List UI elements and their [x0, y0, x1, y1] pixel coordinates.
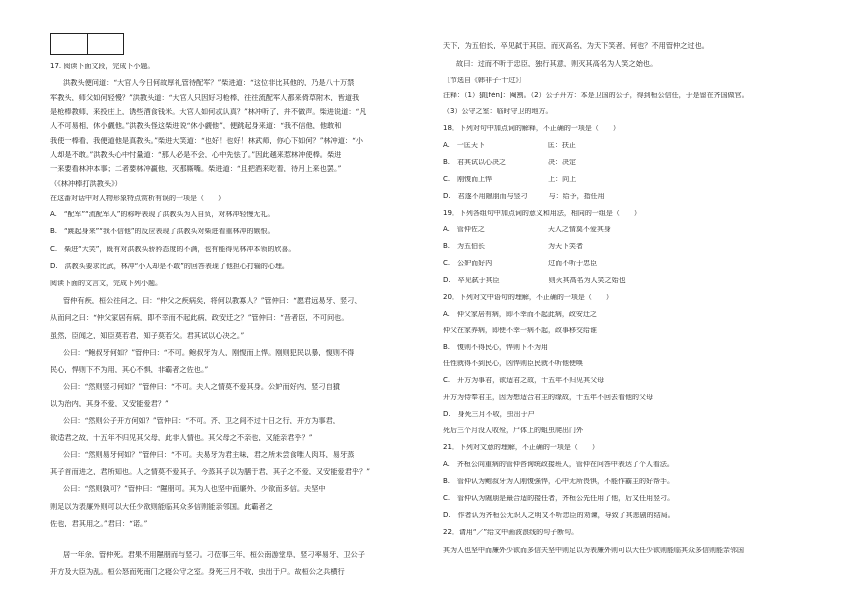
- left-text-line: 公曰：“然则易牙何如？”管仲曰：“不可。夫易牙为君主味，君之所未尝食唯人肉耳，易牙蒸: [63, 451, 355, 459]
- right-text-line: D. 卒见弑于其臣 则灭其高名为人笑之始也: [443, 277, 626, 284]
- right-column: [443, 0, 818, 608]
- left-text-line: 公曰：“然则竖刁何如？”管仲曰：“不可。夫人之情莫不爱其身。公妒而好内，竖刁自獖: [63, 383, 340, 391]
- right-text-line: 仲父在家养病，即使不幸一病不起，政事移交给谁: [443, 327, 597, 334]
- right-text-line: 20．下列对文中语句的理解，不正确的一项是（ ）: [443, 294, 613, 301]
- right-text-line: 注释：（1）獖[fèn]：阉割。（2）公子开方：本是卫国的公子，得到桓公信任，于是留在齐国做官。: [443, 92, 749, 99]
- left-text-line: 是枪棒教师，来投庄上，诱些酒食钱米。大官人如何忒认真？”林冲听了，并不做声。柴进说道：“凡: [50, 108, 367, 116]
- right-text-line: 18．下列对句中加点词的解释，不正确的一项是（ ）: [443, 125, 620, 132]
- left-text-line: 佐也，君其用之。”君曰：“诺。”: [50, 520, 148, 528]
- right-text-line: B. 君其试以心决之 决：决定: [443, 159, 577, 166]
- right-text-line: A. 一匡天下 匡：扶正: [443, 142, 576, 149]
- right-text-line: 死后三个月没人收殓，尸体上的蛆虫爬出门外: [443, 427, 583, 434]
- right-text-line: A. 仲父家居有病，即不幸而不起此病，政安迁之: [443, 311, 597, 318]
- left-text-line: 公曰：“然则公子开方何如？”管仲曰：“不可。齐、卫之间不过十日之行，开方为事君，: [63, 417, 340, 425]
- left-text-line: 开方及大臣为乱。桓公怒而死南门之寝公守之室。身死三月不收，虫出于户。故桓公之兵横行: [50, 568, 345, 576]
- right-text-line: 〔节选自《韩非子·十过》〕: [443, 77, 526, 84]
- left-text-line: 以为治内，其身不爱，又安能爱君？”: [50, 400, 169, 408]
- left-text-line: 公曰：“然则孰可？”管仲曰：“隰朋可。其为人也坚中而廉外，少欲而多信。夫坚中: [63, 485, 326, 493]
- left-text-line: B. “跳起身来”“我不信他”的反应表现了洪教头对柴进看重林冲的嫉恨。: [50, 228, 275, 235]
- right-text-line: D. 作者认为齐桓公无识人之明又不听忠臣的劝谏，导致了其悲剧的结局。: [443, 512, 675, 519]
- left-text-line: 欲适君之故，十五年不归见其父母，此非人情也。其父母之不亲也，又能亲君乎？”: [50, 434, 313, 442]
- right-text-line: 任性就得不到民心，凶悍则臣民就不听他使唤: [443, 360, 583, 367]
- left-text-line: 阅读下面的文言文，完成下列小题。: [50, 280, 162, 287]
- left-text-line: 人不可易相，休小觑他。”洪教头怪这柴进说“休小觑他”，便跳起身来道：“我不信他，他敢和: [50, 122, 342, 130]
- left-text-line: D. 洪教头要求比武，林冲“小人却是不敢”的回答表现了他担心打输的心理。: [50, 263, 289, 270]
- left-text-line: 17. 阅读下面文段，完成下小题。: [50, 63, 155, 70]
- right-text-line: C. 开方为事君，欲适君之故，十五年不归见其父母: [443, 377, 605, 384]
- right-text-line: A. 齐桓公向重病的管仲咨询统政接班人，管仲在问答中表达了个人看法。: [443, 461, 674, 468]
- left-text-line: 虽然，臣闻之，知臣莫若君，知子莫若父。君其试以心决之。”: [50, 332, 245, 340]
- left-text-line: 洪教头便问道：“大官人今日何故厚礼管待配军？”柴进道：“这位非比其他的，乃是八十万禁: [63, 79, 355, 87]
- left-text-line: 居一年余，管仲死。君果不用隰朋而与竖刁。刁莅事三年，桓公南游堂阜，竖刁率易牙、卫公子: [63, 551, 365, 559]
- right-text-line: 天下，为五伯长，卒见弑于其臣，而灭高名，为天下笑者，何也？不用管仲之过也。: [443, 42, 709, 50]
- left-text-line: C. 柴进“大笑”，既有对洪教头骄矜态度的不满，也有能得见林冲本领的欣喜。: [50, 246, 296, 253]
- left-text-line: A. “配军”“流配军人”的称呼表现了洪教头为人自负，对林冲轻慢无礼。: [50, 211, 275, 218]
- left-text-line: （《林冲棒打洪教头》）: [50, 180, 122, 188]
- right-text-line: （3）公守之室：临时守卫的地方。: [443, 108, 553, 115]
- right-text-line: C. 刚愎而上悍 上：向上: [443, 176, 577, 183]
- left-text-line: 公曰：“鲍叔牙何如？”管仲曰：“不可。鲍叔牙为人，刚愎而上悍。刚则犯民以暴，愎则不得: [63, 349, 355, 357]
- right-text-line: B. 管仲认为鲍叔牙为人刚愎强悍，心中无所畏惧，不能作霸主的好帮手。: [443, 478, 675, 485]
- right-text-line: 故曰：过而不听于忠臣，独行其意，则灭其高名为人笑之始也。: [456, 60, 658, 68]
- left-text-line: 人却是不敢。”洪教头心中忖量道：“那人必是不会，心中先怯了。”因此越来惹林冲使棒。柴进: [50, 151, 342, 159]
- left-text-line: 则足以为表廉外则可以大任少欲则能临其众多信则能亲邻国。此霸者之: [50, 503, 273, 511]
- right-text-line: A. 管仲佐之 天人之情莫不爱其身: [443, 226, 611, 233]
- left-text-line: 我使一棒看，我便道他是真教头。”柴进大笑道：“也好！也好！林武师，你心下如何？”林冲道：“小: [50, 137, 363, 145]
- left-column: [50, 0, 425, 608]
- left-text-line: 在这番对话中对人物形象特点赏析有误的一项是（ ）: [50, 195, 225, 202]
- right-text-line: 21．下列对文意的理解，不正确的一项是（ ）: [443, 444, 599, 451]
- right-text-line: C. 公妒而好内 过而不听于忠臣: [443, 260, 598, 267]
- right-text-line: C. 管仲认为隰朋是最合适的接任者，齐桓公先任用了他，后又任用竖刁。: [443, 495, 675, 502]
- right-text-line: 19．下列各组句中加点词的意义和用法，相同的一组是（ ）: [443, 210, 641, 217]
- right-text-line: 开方为侍奉君主，因为想适合君主的缘故，十五年不回去看他的父母: [443, 394, 653, 401]
- right-text-line: D. 身死三月不收，虫出于户: [443, 411, 535, 418]
- right-text-line: 22．请用“／”给文中画波浪线的句子断句。: [443, 529, 579, 536]
- left-text-line: 一来要看林冲本事；二者要林冲赢他，灭那厮嘴。柴进道：“且把酒来吃着，待月上来也罢。”: [50, 165, 342, 173]
- left-text-line: 民心，悍则下不为用，其心不惧，非霸者之佐也。”: [50, 366, 209, 374]
- right-text-line: B. 愎则不得民心，悍则下不为用: [443, 344, 549, 351]
- left-text-line: 从而问之曰：“仲父家居有病，即不幸而不起此病，政安迁之？”管仲曰：“昔者臣，不可问也。: [50, 314, 349, 322]
- right-text-line: B. 为五伯长 为天下笑者: [443, 243, 584, 250]
- right-text-line: D. 君遂不用隰朋而与竖刁 与：给予，指任用: [443, 193, 605, 200]
- left-text-line: 军教头，师父如何轻慢？”洪教头道：“大官人只因好习枪棒，往往流配军人都来倚草附木，皆道我: [50, 94, 360, 102]
- left-text-line: 管仲有疾，桓公往问之，曰：“仲父之疾病矣，将何以教寡人？”管仲曰：“愿君远易牙、竖刁、: [63, 297, 362, 305]
- right-text-line: 其为人也坚中而廉外少欲而多信夫坚中则足以为表廉外则可以大任少欲则能临其众多信则能亲邻国: [443, 547, 744, 554]
- left-text-line: 其子首而进之，君所知也。人之情莫不爱其子，今蒸其子以为膳于君，其子之不爱，又安能爱君乎？”: [50, 468, 370, 476]
